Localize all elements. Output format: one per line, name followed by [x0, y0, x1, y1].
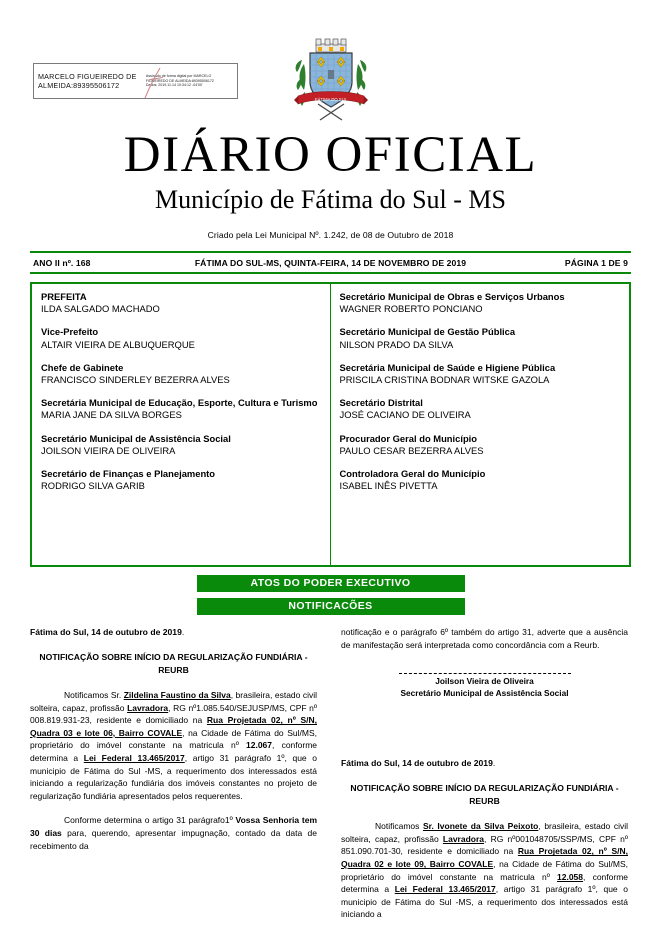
official-entry	[41, 397, 321, 421]
official-entry	[41, 433, 321, 457]
official-entry	[340, 397, 621, 421]
notice-heading: NOTIFICAÇÃO SOBRE INÍCIO DA REGULARIZAÇÃO FUNDIÁRIA - REURB	[350, 783, 619, 806]
official-name: ISABEL INÊS PIVETTA	[339, 480, 438, 492]
signatory-name: Joilson Vieira de Oliveira	[435, 676, 534, 687]
official-entry	[340, 291, 621, 315]
page-title: DIÁRIO OFICIAL	[123, 127, 538, 183]
official-role: Secretário Municipal de Gestão Pública	[339, 326, 516, 338]
issue-year-number: ANO II nº. 168	[33, 257, 91, 268]
official-entry	[340, 468, 621, 492]
official-name: ILDA SALGADO MACHADO	[41, 303, 160, 315]
official-role: Controladora Geral do Município	[339, 468, 486, 480]
signature-block	[341, 673, 628, 699]
digital-signature-stamp	[33, 63, 238, 99]
official-role: Procurador Geral do Município	[339, 432, 478, 444]
official-name: MARIA JANE DA SILVA BORGES	[41, 409, 182, 421]
signature-stamp-name: MARCELO FIGUEIREDO DE ALMEIDA:89395506172	[38, 71, 137, 90]
official-role: Secretário Distrital	[339, 397, 423, 409]
masthead-subtitle: Município de Fátima do Sul - MS	[155, 185, 506, 214]
officials-box	[30, 282, 631, 567]
official-name: JOSÉ CACIANO DE OLIVEIRA	[339, 409, 471, 421]
notice-date: Fátima do Sul, 14 de outubro de 2019.	[341, 758, 496, 769]
section-banner-executive-acts: ATOS DO PODER EXECUTIVO	[197, 575, 465, 592]
officials-column-left	[32, 284, 331, 565]
notice-heading: NOTIFICAÇÃO SOBRE INÍCIO DA REGULARIZAÇÃO FUNDIÁRIA - REURB	[39, 652, 308, 675]
body-column-right	[341, 626, 628, 933]
notice-paragraph-1: Notificamos Sr. Zildelina Faustino da Silva, brasileira, estado civil solteira, capaz, profissão Lavradora, RG nº1.085.540/SEJUSP/MS, CPF nº 008.819.931-23, residente e domiciliado na Rua Projetada 02, nº S/N, Quadra 03 e lote 06, Bairro COVALE, na Cidade de Fátima do Sul/MS, proprietário do imóvel constante na matricula nº 12.067, conforme determina a Lei Federal 13.465/2017, artigo 31 parágrafo 1º, que o municipio de Fátima do Sul -MS, a requerimento dos interessados está iniciando a regularização fundiária dos imóveis constantes no projeto de regularização fundiária apresentados pelos requerentes.	[30, 690, 318, 801]
notice-date: Fátima do Sul, 14 de outubro de 2019.	[30, 627, 185, 637]
notice-paragraph-1: Notificamos Sr. Ivonete da Silva Peixoto, brasileira, estado civil solteira, capaz, profissão Lavradora, RG nº001048705/SSP/MS, CPF nº 851.090.701-30, residente e domiciliado na Rua Projetada 02, nº S/N, Quadra 02 e lote 09, Bairro COVALE, na Cidade de Fátima do Sul/MS, proprietário do imóvel constante na matricula nº 12.058, conforme determina a Lei Federal 13.465/2017, artigo 31 parágrafo 1º, que o municipio de Fátima do Sul -MS, a requerimento dos interessados está iniciando a	[341, 821, 629, 920]
official-name: RODRIGO SILVA GARIB	[41, 480, 145, 492]
official-entry	[340, 326, 621, 350]
officials-column-right	[331, 284, 630, 565]
official-entry	[340, 362, 621, 386]
page-number: PÁGINA 1 DE 9	[564, 257, 628, 268]
official-name: JOILSON VIEIRA DE OLIVEIRA	[41, 444, 176, 456]
official-role: PREFEITA	[41, 291, 87, 302]
notice-continuation: notificação e o parágrafo 6º também do artigo 31, adverte que a ausência de manifestação será interpretada como concordância com a Reurb.	[341, 627, 628, 650]
official-entry	[41, 326, 321, 350]
official-entry	[41, 362, 321, 386]
body-column-left	[30, 626, 317, 933]
coat-of-arms-emblem	[294, 34, 368, 126]
official-role: Secretário de Finanças e Planejamento	[41, 468, 216, 480]
official-name: NILSON PRADO DA SILVA	[339, 338, 454, 350]
official-name: PRISCILA CRISTINA BODNAR WITSKE GAZOLA	[339, 374, 550, 386]
official-role: Secretário Municipal de Obras e Serviços Urbanos	[339, 291, 565, 302]
column-spacer	[341, 699, 628, 757]
official-name: FRANCISCO SINDERLEY BEZERRA ALVES	[41, 374, 230, 386]
issue-info-bar	[30, 251, 631, 274]
signatory-title: Secretário Municipal de Assistência Social	[400, 687, 569, 698]
official-role: Secretária Municipal de Educação, Esporte, Cultura e Turismo	[41, 397, 318, 409]
official-role: Chefe de Gabinete	[41, 361, 124, 373]
signature-stamp-details: Assinado de forma digital por MARCELO FIGUEIREDO DE ALMEIDA:89395506172 Dados: 2019.11.14 10:34:12 -04'00'	[145, 74, 214, 88]
official-role: Secretária Municipal de Saúde e Higiene Pública	[339, 361, 556, 373]
svg-text:FÁTIMA DO SUL: FÁTIMA DO SUL	[314, 97, 347, 102]
official-entry	[41, 468, 321, 492]
signature-rule	[399, 673, 571, 674]
issue-place-date: FÁTIMA DO SUL-MS, QUINTA-FEIRA, 14 DE NOVEMBRO DE 2019	[194, 257, 467, 268]
masthead-law-line: Criado pela Lei Municipal Nº. 1.242, de 08 de Outubro de 2018	[207, 230, 454, 240]
official-entry	[340, 433, 621, 457]
official-name: ALTAIR VIEIRA DE ALBUQUERQUE	[41, 338, 195, 350]
official-role: Vice-Prefeito	[41, 326, 99, 338]
official-role: Secretário Municipal de Assistência Social	[41, 432, 231, 444]
notice-paragraph-2: Conforme determina o artigo 31 parágrafo1º Vossa Senhoria tem 30 dias para, querendo, apresentar impugnação, contado da data de recebimento da	[30, 815, 318, 851]
official-name: PAULO CESAR BEZERRA ALVES	[339, 444, 484, 456]
official-name: WAGNER ROBERTO PONCIANO	[339, 303, 483, 315]
body-columns	[30, 626, 631, 933]
section-banner-notifications: NOTIFICACÕES	[197, 598, 465, 615]
official-entry	[41, 291, 321, 315]
